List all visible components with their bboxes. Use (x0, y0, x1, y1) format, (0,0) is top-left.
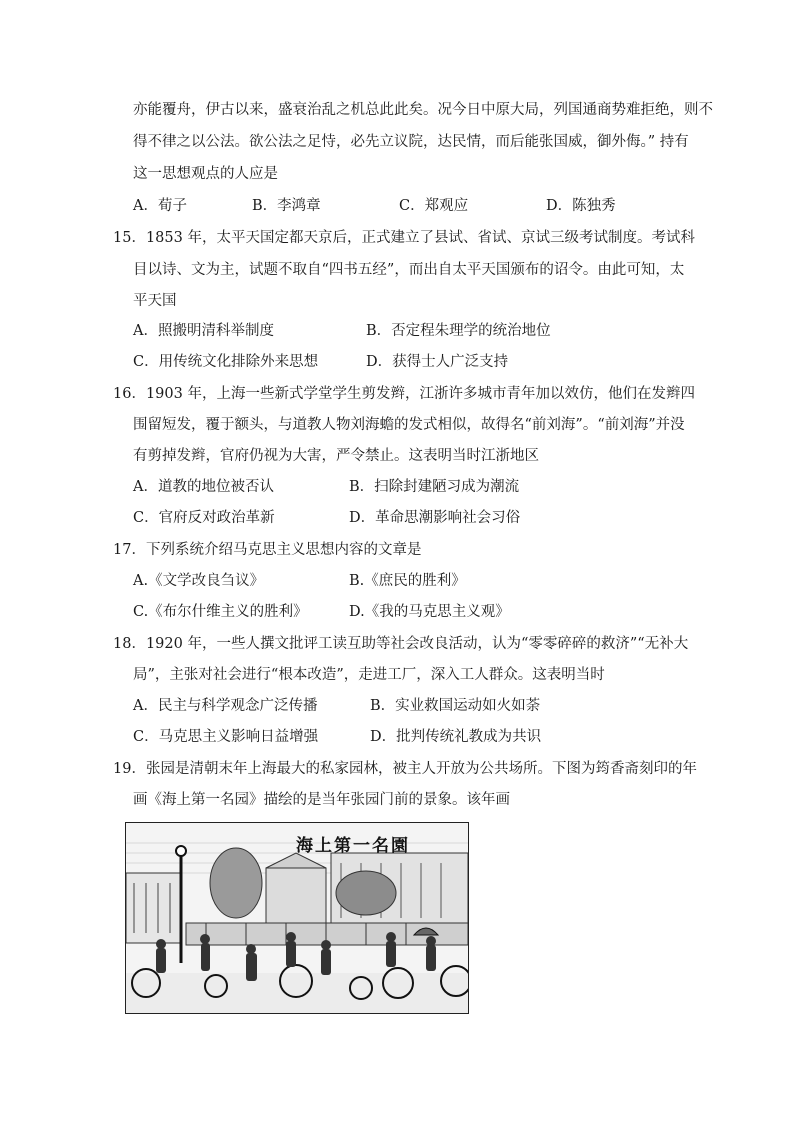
q15-text-line-1: 15．1853 年，太平天国定都天京后，正式建立了县试、省试、京试三级考试制度。考试科 (113, 230, 695, 246)
q14-text-line-1: 亦能覆舟，伊古以来，盛衰治乱之机总此此矣。况今日中原大局，列国通商势难拒绝，则不 (133, 102, 713, 118)
q17-option-b: B.《庶民的胜利》 (349, 573, 466, 589)
q16-text-line-3: 有剪掉发辫，官府仍视为大害，严令禁止。这表明当时江浙地区 (133, 448, 539, 464)
q16-text-line-2: 围留短发，覆于额头，与道教人物刘海蟾的发式相似，故得名“前刘海”。“前刘海”并没 (133, 417, 685, 433)
q14-option-c: C．郑观应 (399, 198, 469, 214)
q19-text-line-2: 画《海上第一名园》描绘的是当年张园门前的景象。该年画 (133, 792, 510, 808)
q15-text-line-2: 目以诗、文为主，试题不取自“四书五经”，而出自太平天国颁布的诏令。由此可知，太 (133, 262, 685, 278)
q15-text-line-3: 平天国 (133, 293, 177, 309)
q17-text-line-1: 17．下列系统介绍马克思主义思想内容的文章是 (113, 542, 422, 558)
q15-option-a: A．照搬明清科举制度 (133, 323, 274, 339)
q14-option-d: D．陈独秀 (546, 198, 616, 214)
q16-option-d: D．革命思潮影响社会习俗 (349, 510, 521, 526)
q18-option-c: C．马克思主义影响日益增强 (133, 729, 319, 745)
new-year-print-illustration (125, 822, 469, 1014)
q16-option-a: A．道教的地位被否认 (133, 479, 274, 495)
q18-option-a: A．民主与科学观念广泛传播 (133, 698, 318, 714)
q18-text-line-2: 局”，主张对社会进行“根本改造”，走进工厂，深入工人群众。这表明当时 (133, 667, 605, 683)
q16-text-line-1: 16．1903 年，上海一些新式学堂学生剪发辫，江浙许多城市青年加以效仿，他们在发辫四 (113, 386, 695, 402)
q14-text-line-2: 得不律之以公法。欲公法之足恃，必先立议院，达民情，而后能张国威，御外侮。” 持有 (133, 134, 689, 150)
q18-option-d: D．批判传统礼教成为共识 (370, 729, 542, 745)
q19-text-line-1: 19．张园是清朝末年上海最大的私家园林，被主人开放为公共场所。下图为筠香斋刻印的年 (113, 761, 697, 777)
q17-option-c: C.《布尔什维主义的胜利》 (133, 604, 308, 620)
q15-option-c: C．用传统文化排除外来思想 (133, 354, 319, 370)
q15-option-b: B．否定程朱理学的统治地位 (366, 323, 551, 339)
q14-option-b: B．李鸿章 (252, 198, 321, 214)
q16-option-c: C．官府反对政治革新 (133, 510, 275, 526)
q17-option-a: A.《文学改良刍议》 (133, 573, 265, 589)
q18-option-b: B．实业救国运动如火如荼 (370, 698, 541, 714)
q17-option-d: D.《我的马克思主义观》 (349, 604, 510, 620)
q15-option-d: D．获得士人广泛支持 (366, 354, 509, 370)
q14-text-line-3: 这一思想观点的人应是 (133, 166, 278, 182)
q14-option-a: A．荀子 (133, 198, 187, 214)
figure-title: 海上第一名園 (296, 836, 410, 856)
q18-text-line-1: 18．1920 年，一些人撰文批评工读互助等社会改良活动，认为“零零碎碎的救济”“无补大 (113, 636, 689, 652)
q16-option-b: B．扫除封建陋习成为潮流 (349, 479, 520, 495)
